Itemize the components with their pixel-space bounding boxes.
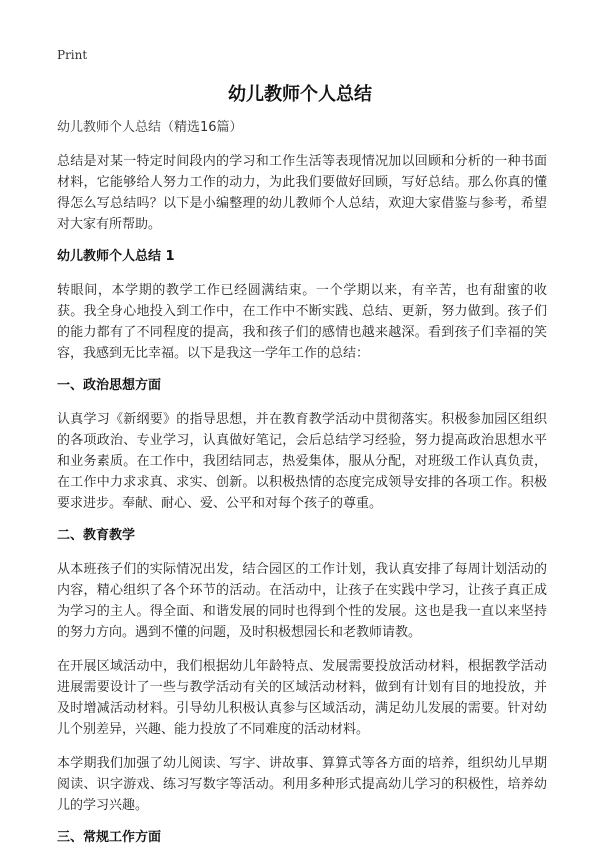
teaching-paragraph-3: 本学期我们加强了幼儿阅读、写字、讲故事、算算式等各方面的培养，组织幼儿早期阅读、识字游戏、练习写数字等活动。利用多种形式提高幼儿学习的积极性，培养幼儿的学习兴趣。: [57, 756, 547, 813]
section-heading-politics: 一、政治思想方面: [57, 378, 162, 393]
summary-1-paragraph: 转眼间，本学期的教学工作已经圆满结束。一个学期以来，有辛苦，也有甜蜜的收获。我全身心地投入到工作中，在工作中不断实践、总结、更新，努力做到。孩子们的能力都有了不同程度的提高，我和孩子们的感情也越来越深。看到孩子们幸福的笑容，我感到无比幸福。以下是我这一学年工作的总结：: [57, 283, 547, 361]
document-body: [57, 119, 547, 861]
intro-paragraph: 总结是对某一特定时间段内的学习和工作生活等表现情况加以回顾和分析的一种书面材料，它能够给人努力工作的动力，为此我们要做好回顾，写好总结。那么你真的懂得怎么写总结吗？以下是小编整理的幼儿教师个人总结，欢迎大家借鉴与参考，希望对大家有所帮助。: [57, 154, 547, 232]
section-heading-teaching: 二、教育教学: [57, 528, 136, 543]
politics-paragraph: 认真学习《新纲要》的指导思想，并在教育教学活动中贯彻落实。积极参加园区组织的各项政治、专业学习，认真做好笔记，会后总结学习经验，努力提高政治思想水平和业务素质。在工作中，我团结同志，热爱集体，服从分配，对班级工作认真负责，在工作中力求求真、求实、创新。以积极热情的态度完成领导安排的各项工作。积极要求进步。奉献、耐心、爱、公平和对每个孩子的尊重。: [57, 412, 547, 511]
page-title: 幼儿教师个人总结: [228, 84, 372, 105]
teaching-paragraph-1: 从本班孩子们的实际情况出发，结合园区的工作计划，我认真安排了每周计划活动的内容，精心组织了各个环节的活动。在活动中，让孩子在实践中学习，让孩子真正成为学习的主人。得全面、和谐发展的同时也得到个性的发展。这也是我一直以来坚持的努力方向。遇到不懂的问题，及时积极想园长和老教师请教。: [57, 562, 547, 640]
section-heading-routine: 三、常规工作方面: [57, 830, 162, 845]
print-link[interactable]: Print: [57, 48, 88, 62]
teaching-paragraph-2: 在开展区域活动中，我们根据幼儿年龄特点、发展需要投放活动材料，根据教学活动进展需要设计了一些与教学活动有关的区域活动材料，做到有计划有目的地投放，并及时增减活动材料。引导幼儿积极认真参与区域活动，满足幼儿发展的需要。针对幼儿个别差异，兴趣、能力投放了不同难度的活动材料。: [57, 659, 547, 737]
section-heading-summary-1: 幼儿教师个人总结 1: [57, 249, 175, 264]
document-subtitle: 幼儿教师个人总结（精选16篇）: [57, 120, 243, 135]
